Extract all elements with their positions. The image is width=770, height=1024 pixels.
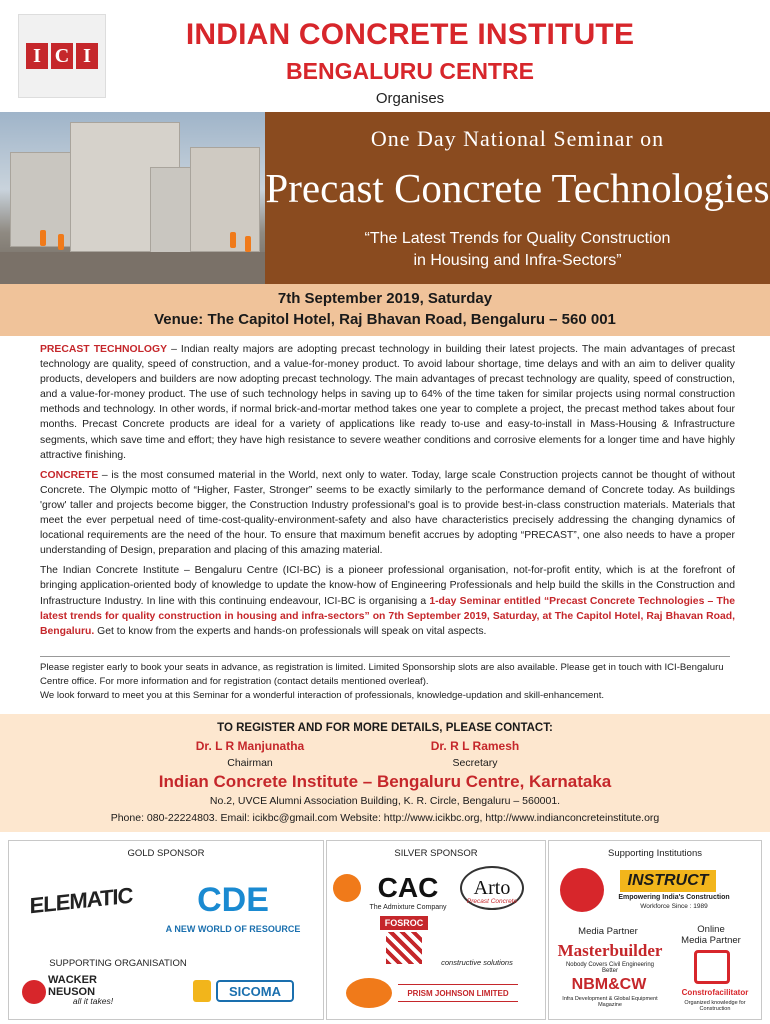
divider bbox=[40, 656, 730, 657]
paragraph-concrete bbox=[40, 468, 735, 559]
online-media-partner-label: Media Partner bbox=[681, 935, 741, 946]
logo-letter: I bbox=[76, 43, 98, 69]
paragraph-lead: CONCRETE bbox=[40, 469, 99, 481]
sponsors-section bbox=[8, 840, 762, 1020]
centre-subtitle: BENGALURU CENTRE bbox=[286, 58, 534, 84]
constrofacilitator-emblem-icon bbox=[694, 950, 730, 984]
logo-letter: I bbox=[26, 43, 48, 69]
contact-phone-email-web: Phone: 080-22224803. Email: icikbc@gmail.com Website: http://www.icikbc.org, http://www.indianconcreteinstitute.org bbox=[110, 812, 660, 824]
nbmcw-logo: NBM&CW bbox=[571, 976, 647, 993]
cac-tagline: The Admixture Company bbox=[369, 904, 447, 911]
constrofacilitator-logo: Constrofacilitator bbox=[681, 988, 749, 997]
paragraph-text: Get to know from the experts and hands-on professionals will speak on vital aspects. bbox=[94, 625, 487, 637]
cac-logo: CAC bbox=[377, 872, 439, 903]
fosroc-tagline: constructive solutions bbox=[441, 958, 513, 967]
contact-address: No.2, UVCE Alumni Association Building, K. R. Circle, Bengaluru – 560001. bbox=[209, 795, 561, 807]
seminar-tagline: “The Latest Trends for Quality Construction bbox=[364, 230, 671, 247]
masterbuilder-logo: Masterbuilder bbox=[557, 941, 663, 960]
hero-banner bbox=[0, 112, 770, 284]
seminar-title: Precast Concrete Technologies bbox=[265, 165, 770, 211]
paragraph-precast bbox=[40, 342, 735, 463]
organises-label: Organises bbox=[375, 90, 445, 107]
note-line: We look forward to meet you at this Seminar for a wonderful interaction of professionals, knowledge-updation and skill-enhancement. bbox=[40, 690, 605, 701]
paragraph-text: – Indian realty majors are adopting precast technology in building their latest projects. The main advantages of precast technology are quality, speed of construction, and a value-for-money product. To avoid labour shortage, time delays and with an aim to deliver quality products, developers and builders are now adopting precast technology. The main advantages of precast technology are quality, speed of construction, and a value-for-money product. The use of such technology helps in saving up to 64% of the time taken for similar projects using normal construction methods and technology. In other words, if normal brick-and-mortar method takes one year to complete a project, the precast method takes about four months. Precast Concrete products are ideal for a variety of applications like ready to-use and easy-to-install in Mass-Housing & Infrastructure segments, which save time and effort; they have high resistance to severe weather conditions and corrosive elements for a longer time and have highly attractive finishing. bbox=[40, 344, 735, 461]
arto-logo: Arto bbox=[460, 866, 524, 910]
paragraph-ici bbox=[40, 563, 735, 638]
supporting-institutions-label: Supporting Institutions bbox=[607, 848, 702, 859]
seminar-heading: One Day National Seminar on bbox=[370, 126, 665, 151]
fosroc-logo: FOSROC bbox=[380, 916, 428, 930]
wacker-logo: WACKER NEUSON bbox=[48, 974, 97, 998]
wacker-emblem-icon bbox=[22, 980, 46, 1004]
instruct-logo: INSTRUCT bbox=[620, 870, 716, 892]
online-media-partner-label: Online bbox=[697, 924, 725, 935]
supporting-org-label: SUPPORTING ORGANISATION bbox=[49, 958, 187, 969]
logo-letter: C bbox=[51, 43, 73, 69]
body-text bbox=[40, 342, 735, 644]
prism-johnson-logo: PRISM JOHNSON LIMITED bbox=[398, 984, 518, 1002]
masterbuilder-tagline: Nobody Covers Civil Engineering Better bbox=[565, 962, 655, 974]
seminar-highlight: 1-day Seminar entitled “Precast Concrete Technologies – The latest trends for quality construction in housing and infra-sectors” on 7th September 2019, Saturday, at The Capitol Hotel, Raj Bhavan Road, Bengaluru. bbox=[40, 595, 736, 637]
ici-round-emblem-icon bbox=[560, 868, 604, 912]
secretary-name: Dr. R L Ramesh bbox=[430, 739, 520, 753]
chairman-role: Chairman bbox=[227, 757, 273, 769]
paragraph-lead: PRECAST TECHNOLOGY bbox=[40, 344, 168, 355]
media-partner-label: Media Partner bbox=[578, 926, 638, 937]
hero-title-band bbox=[265, 112, 770, 284]
contact-organisation: Indian Concrete Institute – Bengaluru Centre, Karnataka bbox=[158, 772, 612, 791]
note-line: Please register early to book your seats in advance, as registration is limited. Limited Sponsorship slots are also available. Please get in touch with ICI-Bengaluru Centre office. For more information and for registration (contact details mentioned overleaf). bbox=[40, 662, 724, 687]
contact-heading: TO REGISTER AND FOR MORE DETAILS, PLEASE CONTACT: bbox=[217, 722, 553, 734]
prism-emblem-icon bbox=[346, 978, 392, 1008]
contact-section bbox=[0, 714, 770, 832]
ici-logo bbox=[18, 14, 106, 98]
elematic-logo: ELEMATIC bbox=[26, 866, 136, 936]
precast-construction-photo bbox=[0, 112, 265, 284]
header bbox=[0, 0, 770, 112]
event-date-venue-bar bbox=[0, 284, 770, 336]
event-date: 7th September 2019, Saturday bbox=[277, 290, 493, 307]
paragraph-text: – is the most consumed material in the World, next only to water. Today, large scale Construction projects cannot be thought of without Concrete. The Olympic motto of “Higher, Faster, Stronger” seems to be exactly similarly to the performance demand of Concrete today. As buildings 'grow' taller and projects become bigger, the Construction Industry professional's goal is to provide best-in-class construction materials. Materials that meet the ever perpetual need of time-cost-quality-environment-safety and also have characteristics precisely addressing the changing dynamics of locational requirements are the need of the hour. To ensure that maximum benefit accrues by adopting “PRECAST”, one also needs to have a proper understanding of Design, preparation and placing of this amazing material. bbox=[40, 469, 735, 557]
nbmcw-tagline: Infra Development & Global Equipment Magazine bbox=[562, 996, 658, 1008]
event-venue: Venue: The Capitol Hotel, Raj Bhavan Road, Bengaluru – 560 001 bbox=[154, 311, 616, 328]
constrofacilitator-tagline: Organized knowledge for Construction bbox=[684, 1000, 746, 1012]
instruct-tagline: Empowering India's Construction bbox=[618, 894, 730, 901]
instruct-tagline: Workforce Since : 1989 bbox=[640, 903, 708, 910]
sicoma-logo: SICOMA bbox=[216, 980, 294, 1002]
paragraph-text: The Indian Concrete Institute – Bengaluru Centre (ICI-BC) is a pioneer professional organisation, not-for-profit entity, which is at the forefront of bringing application-oriented body of knowledge to update the know-how of Engineering Professionals and help build the skills in the Construction and Infrastructure Industry. In line with this continuing endeavour, ICI-BC is organising a bbox=[40, 565, 735, 607]
fosroc-emblem-icon bbox=[386, 932, 422, 964]
silver-sponsor-label: SILVER SPONSOR bbox=[394, 848, 478, 859]
cac-emblem-icon bbox=[333, 874, 361, 902]
wacker-tagline: all it takes! bbox=[72, 996, 114, 1006]
secretary-role: Secretary bbox=[452, 757, 498, 769]
cde-tagline: A NEW WORLD OF RESOURCE bbox=[165, 924, 301, 934]
arto-tagline: Precast Concrete bbox=[466, 898, 518, 905]
gold-sponsor-label: GOLD SPONSOR bbox=[127, 848, 205, 859]
cde-logo: CDE bbox=[197, 880, 269, 919]
chairman-name: Dr. L R Manjunatha bbox=[195, 739, 305, 753]
registration-note bbox=[40, 661, 735, 703]
sicoma-emblem-icon bbox=[193, 980, 211, 1002]
institute-title: INDIAN CONCRETE INSTITUTE bbox=[185, 18, 635, 51]
seminar-tagline: in Housing and Infra-Sectors” bbox=[413, 252, 622, 269]
